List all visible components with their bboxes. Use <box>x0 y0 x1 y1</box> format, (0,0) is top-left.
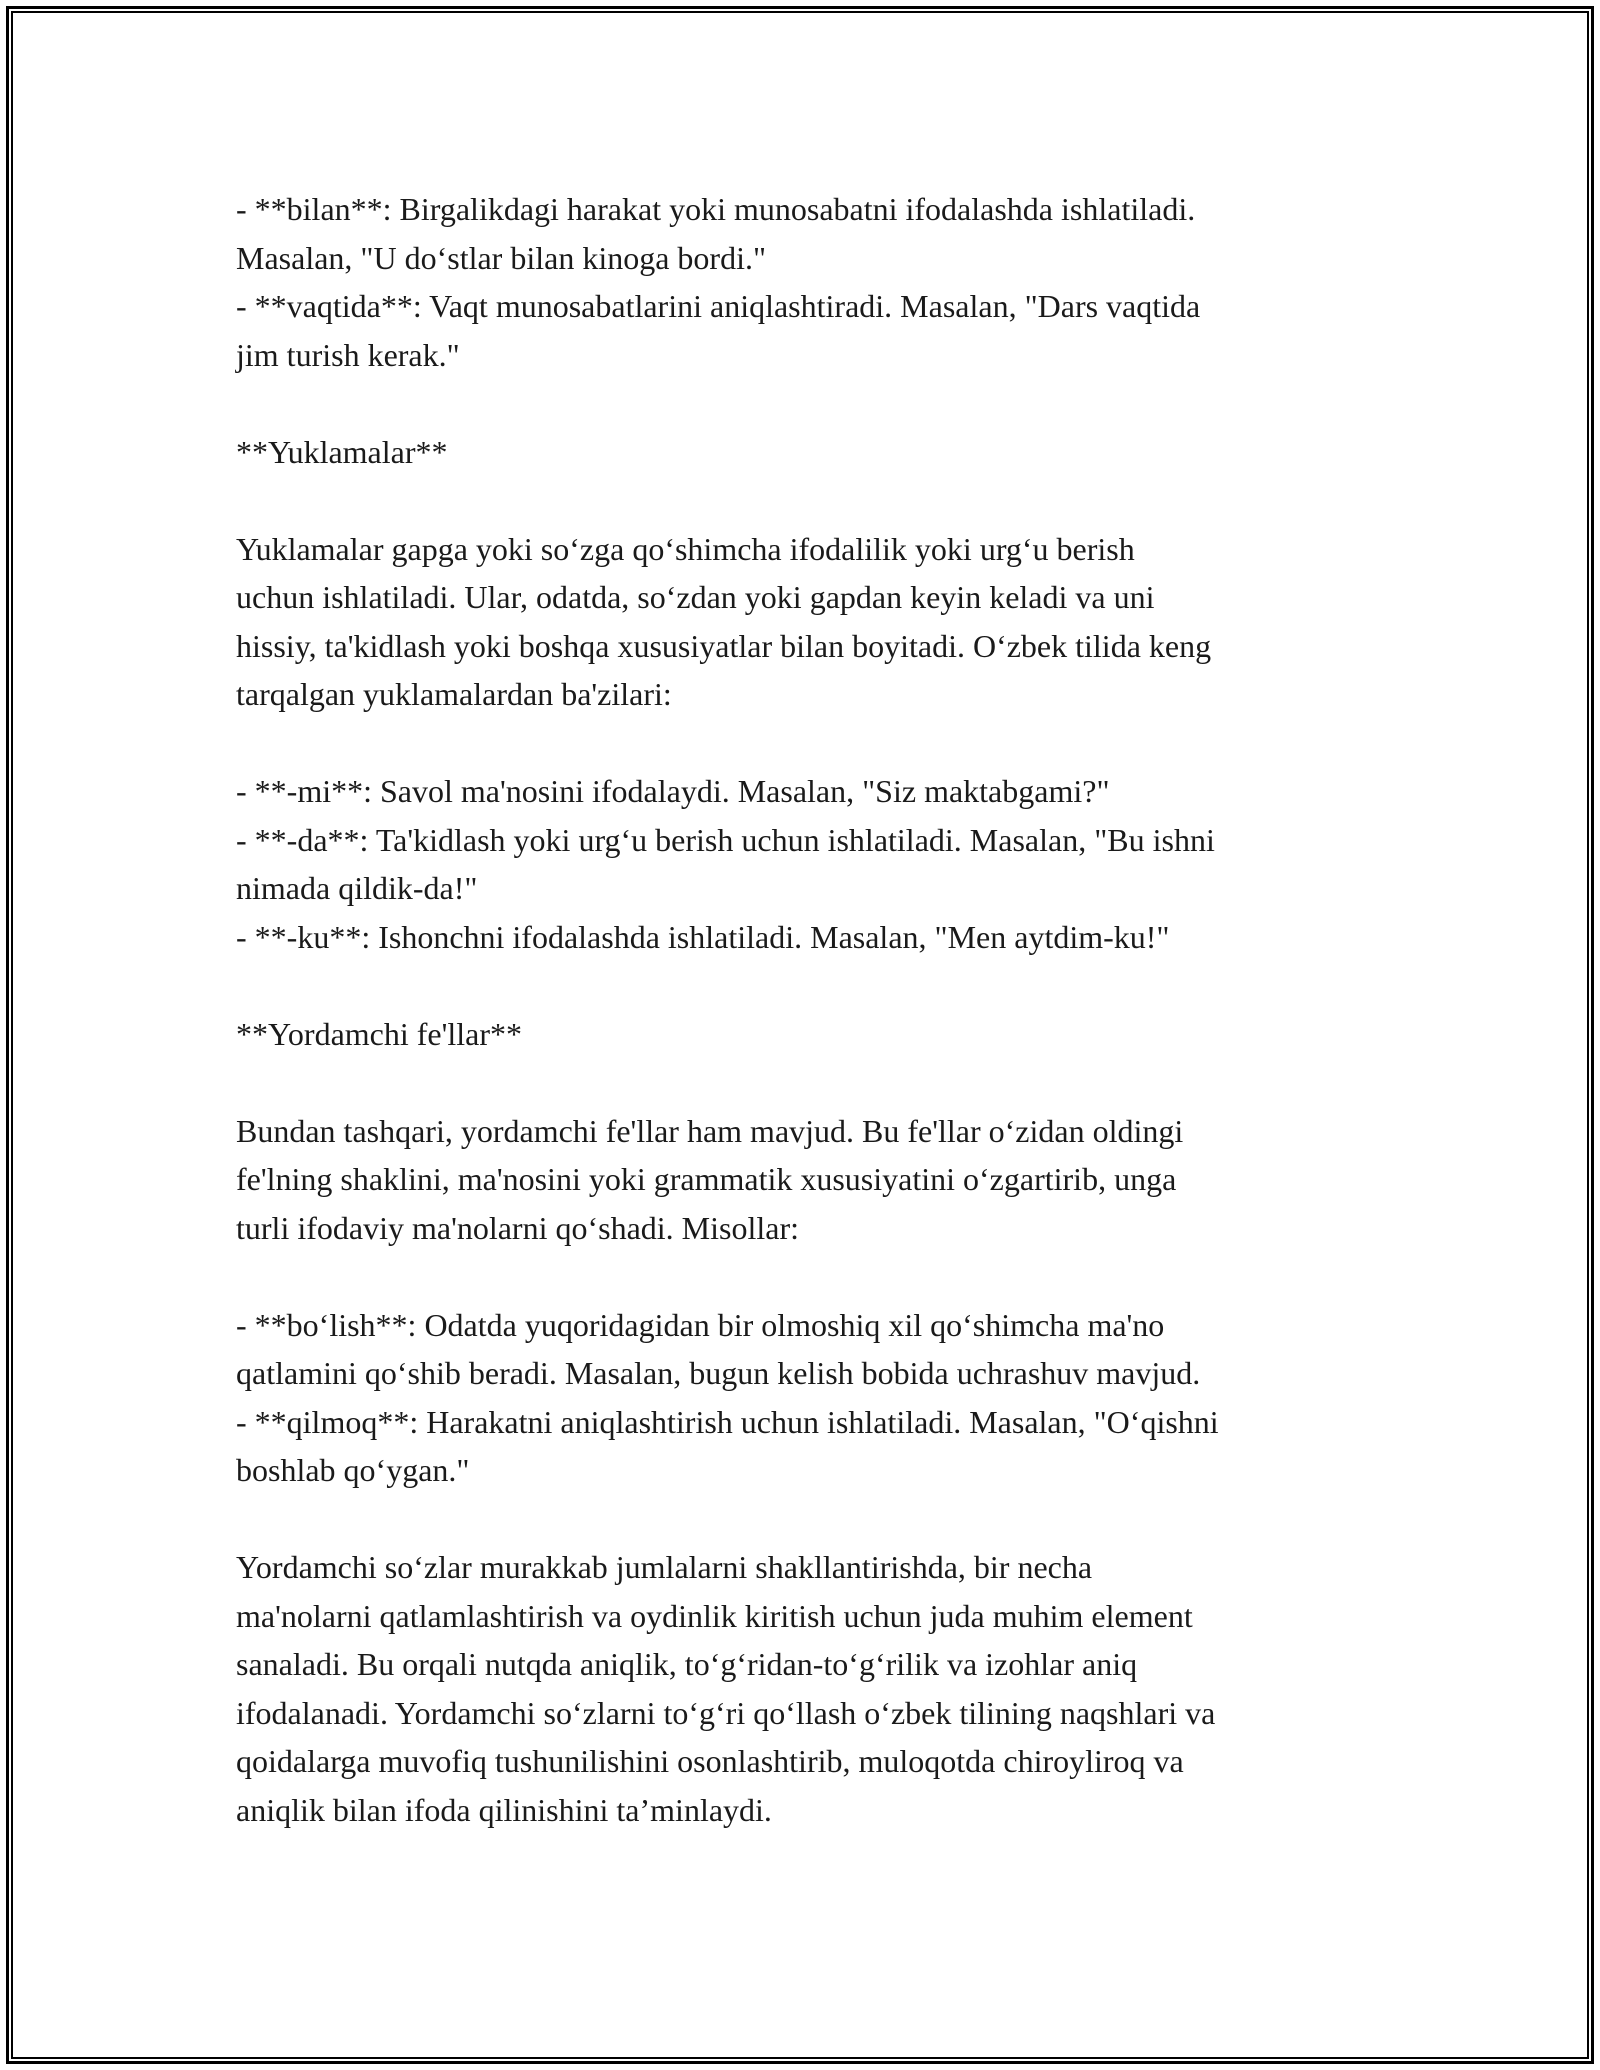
blank-line <box>236 476 1376 525</box>
text-line: jim turish kerak." <box>236 336 460 373</box>
text-line: aniqlik bilan ifoda qilinishini ta’minlaydi. <box>236 1791 772 1828</box>
text-line: hissiy, ta'kidlash yoki boshqa xususiyatlar bilan boyitadi. O‘zbek tilida keng <box>236 627 1212 664</box>
blank-line <box>236 1495 1376 1544</box>
text-line: - **-mi**: Savol ma'nosini ifodalaydi. Masalan, "Siz maktabgami?" <box>236 773 1110 809</box>
blank-line <box>236 1252 1376 1301</box>
text-line: Yuklamalar gapga yoki so‘zga qo‘shimcha ifodalilik yoki urg‘u berish <box>236 530 1135 567</box>
blank-line <box>236 961 1376 1010</box>
text-line: Masalan, "U do‘stlar bilan kinoga bordi." <box>236 239 767 276</box>
text-line: Bundan tashqari, yordamchi fe'llar ham mavjud. Bu fe'llar o‘zidan oldingi <box>236 1112 1184 1149</box>
text-line: **Yordamchi fe'llar** <box>236 1015 523 1052</box>
blank-line <box>236 1058 1376 1107</box>
text-line: - **vaqtida**: Vaqt munosabatlarini aniqlashtiradi. Masalan, "Dars vaqtida <box>236 288 1201 324</box>
text-line: tarqalgan yuklamalardan ba'zilari: <box>236 676 672 712</box>
text-line: ma'nolarni qatlamlashtirish va oydinlik kiritish uchun juda muhim element <box>236 1597 1193 1634</box>
text-line: ifodalanadi. Yordamchi so‘zlarni to‘g‘ri qo‘llash o‘zbek tilining naqshlari va <box>236 1694 1216 1731</box>
document-body <box>236 185 1376 1834</box>
text-line: sanaladi. Bu orqali nutqda aniqlik, to‘g‘ridan-to‘g‘rilik va izohlar aniq <box>236 1646 1138 1682</box>
text-line: boshlab qo‘ygan." <box>236 1452 470 1488</box>
blank-line <box>236 719 1376 768</box>
text-line: qatlamini qo‘shib beradi. Masalan, bugun kelish bobida uchrashuv mavjud. <box>236 1355 1201 1391</box>
text-line: nimada qildik-da!" <box>236 870 478 906</box>
text-line: qoidalarga muvofiq tushunilishini osonlashtirib, muloqotda chiroyliroq va <box>236 1743 1184 1779</box>
text-line: turli ifodaviy ma'nolarni qo‘shadi. Misollar: <box>236 1209 799 1246</box>
text-line: Yordamchi so‘zlar murakkab jumlalarni shakllantirishda, bir necha <box>236 1549 1093 1585</box>
text-line: uchun ishlatiladi. Ular, odatda, so‘zdan yoki gapdan keyin keladi va uni <box>236 579 1155 615</box>
text-line: - **-ku**: Ishonchni ifodalashda ishlatiladi. Masalan, "Men aytdim-ku!" <box>236 918 1170 955</box>
text-line: fe'lning shaklini, ma'nosini yoki grammatik xususiyatini o‘zgartirib, unga <box>236 1161 1177 1197</box>
text-line: **Yuklamalar** <box>236 433 448 470</box>
text-line: - **bo‘lish**: Odatda yuqoridagidan bir olmoshiq xil qo‘shimcha ma'no <box>236 1306 1165 1343</box>
text-line: - **bilan**: Birgalikdagi harakat yoki munosabatni ifodalashda ishlatiladi. <box>236 191 1196 227</box>
text-line: - **qilmoq**: Harakatni aniqlashtirish uchun ishlatiladi. Masalan, "O‘qishni <box>236 1403 1219 1440</box>
blank-line <box>236 379 1376 428</box>
text-line: - **-da**: Ta'kidlash yoki urg‘u berish uchun ishlatiladi. Masalan, "Bu ishni <box>236 821 1215 858</box>
